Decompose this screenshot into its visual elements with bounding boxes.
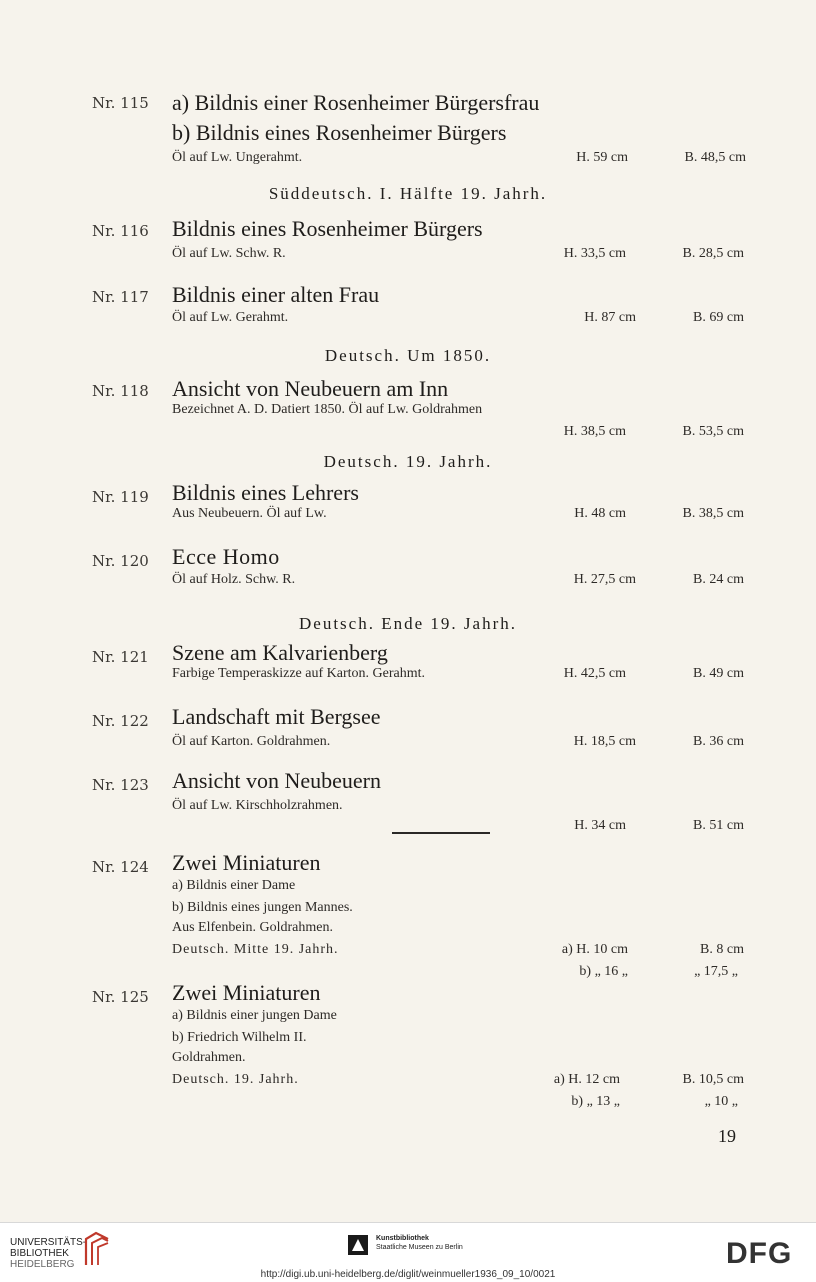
- width-value: B. 49 cm: [693, 666, 744, 681]
- entry-title: Szene am Kalvarienberg: [172, 640, 388, 665]
- kunstbibliothek-logo-icon[interactable]: [348, 1235, 368, 1255]
- section-heading: Deutsch. 19. Jahrh.: [323, 452, 493, 471]
- section-heading: Deutsch. Um 1850.: [324, 346, 492, 365]
- entry-title: Bildnis eines Rosenheimer Bürgers: [172, 216, 483, 241]
- entry-number: Nr. 122: [92, 712, 149, 730]
- ub-line-1: UNIVERSITÄTS-: [10, 1237, 87, 1248]
- height-value: H. 33,5 cm: [563, 246, 626, 261]
- entry-description: Öl auf Lw. Gerahmt.: [172, 310, 289, 325]
- ub-heidelberg-logo-icon[interactable]: [82, 1231, 112, 1267]
- kunstbibliothek-label[interactable]: [376, 1234, 463, 1252]
- entry-title: Ansicht von Neubeuern: [172, 768, 381, 793]
- entry-title: a) Bildnis einer Rosenheimer Bürgersfrau: [172, 90, 540, 115]
- entry-title: b) Bildnis eines Rosenheimer Bürgers: [172, 120, 507, 145]
- ub-heidelberg-label[interactable]: [10, 1237, 86, 1270]
- entry-number: Nr. 125: [92, 988, 149, 1006]
- entry-description: Aus Neubeuern. Öl auf Lw.: [172, 506, 327, 521]
- entry-subline: a) Bildnis einer jungen Dame: [172, 1008, 337, 1023]
- entry-description: Öl auf Karton. Goldrahmen.: [172, 734, 331, 749]
- page-number: 19: [718, 1126, 736, 1146]
- entry-description: Bezeichnet A. D. Datiert 1850. Öl auf Lw. Goldrahmen: [172, 402, 483, 417]
- source-url[interactable]: http://digi.ub.uni-heidelberg.de/diglit/weinmueller1936_09_10/0021: [260, 1269, 556, 1280]
- entry-title: Zwei Miniaturen: [172, 850, 321, 875]
- entry-title: Bildnis einer alten Frau: [172, 282, 380, 307]
- height-value: H. 18,5 cm: [573, 734, 636, 749]
- entry-number: Nr. 118: [92, 382, 149, 400]
- footer-bar: [0, 1222, 816, 1282]
- height-value: b) „ 13 „: [571, 1094, 620, 1109]
- entry-number: Nr. 119: [92, 488, 149, 506]
- height-value: H. 48 cm: [574, 506, 626, 521]
- width-value: B. 24 cm: [693, 572, 744, 587]
- width-value: B. 48,5 cm: [684, 150, 746, 165]
- width-value: B. 10,5 cm: [682, 1072, 744, 1087]
- kb-line-2: Staatliche Museen zu Berlin: [376, 1244, 463, 1251]
- width-value: B. 53,5 cm: [682, 424, 744, 439]
- height-value: a) H. 12 cm: [553, 1072, 620, 1087]
- width-value: B. 36 cm: [693, 734, 744, 749]
- section-heading: Süddeutsch. I. Hälfte 19. Jahrh.: [268, 184, 548, 203]
- entry-title: Ecce Homo: [172, 544, 280, 569]
- entry-number: Nr. 117: [92, 288, 149, 306]
- height-value: H. 27,5 cm: [573, 572, 636, 587]
- kb-line-1: Kunstbibliothek: [376, 1235, 429, 1242]
- entry-title: Landschaft mit Bergsee: [172, 704, 381, 729]
- height-value: H. 87 cm: [584, 310, 636, 325]
- section-heading: Deutsch. Ende 19. Jahrh.: [299, 614, 517, 633]
- height-value: a) H. 10 cm: [561, 942, 628, 957]
- entry-subline: Goldrahmen.: [172, 1050, 246, 1065]
- entry-subline: b) Friedrich Wilhelm II.: [172, 1030, 307, 1045]
- height-value: H. 59 cm: [576, 150, 628, 165]
- width-value: „ 17,5 „: [694, 964, 738, 979]
- entry-title: Zwei Miniaturen: [172, 980, 321, 1005]
- width-value: B. 28,5 cm: [682, 246, 744, 261]
- width-value: B. 51 cm: [693, 818, 744, 833]
- width-value: B. 69 cm: [693, 310, 744, 325]
- entry-description: Öl auf Lw. Kirschholzrahmen.: [172, 798, 343, 813]
- entry-description: Öl auf Lw. Schw. R.: [172, 246, 286, 261]
- entry-title: Bildnis eines Lehrers: [172, 480, 359, 505]
- width-value: B. 38,5 cm: [682, 506, 744, 521]
- entry-number: Nr. 115: [92, 94, 149, 112]
- entry-number: Nr. 124: [92, 858, 149, 876]
- entry-description: Farbige Temperaskizze auf Karton. Gerahmt.: [172, 666, 425, 681]
- dfg-logo[interactable]: DFG: [726, 1237, 793, 1270]
- entry-title: Ansicht von Neubeuern am Inn: [172, 376, 449, 401]
- height-value: H. 34 cm: [574, 818, 626, 833]
- width-value: „ 10 „: [704, 1094, 738, 1109]
- separator-rule: [392, 832, 490, 834]
- height-value: b) „ 16 „: [579, 964, 628, 979]
- entry-number: Nr. 123: [92, 776, 149, 794]
- entry-number: Nr. 116: [92, 222, 149, 240]
- entry-subline: Aus Elfenbein. Goldrahmen.: [172, 920, 333, 935]
- ub-line-3: HEIDELBERG: [10, 1259, 75, 1270]
- entry-subline: a) Bildnis einer Dame: [172, 878, 296, 893]
- width-value: B. 8 cm: [700, 942, 744, 957]
- entry-description: Öl auf Lw. Ungerahmt.: [172, 150, 303, 165]
- entry-description: Öl auf Holz. Schw. R.: [172, 572, 296, 587]
- entry-subline: Deutsch. 19. Jahrh.: [172, 1072, 299, 1087]
- ub-line-2: BIBLIOTHEK: [10, 1248, 69, 1259]
- entry-subline: b) Bildnis eines jungen Mannes.: [172, 900, 353, 915]
- entry-subline: Deutsch. Mitte 19. Jahrh.: [172, 942, 339, 957]
- entry-number: Nr. 121: [92, 648, 149, 666]
- height-value: H. 38,5 cm: [563, 424, 626, 439]
- entry-number: Nr. 120: [92, 552, 149, 570]
- height-value: H. 42,5 cm: [563, 666, 626, 681]
